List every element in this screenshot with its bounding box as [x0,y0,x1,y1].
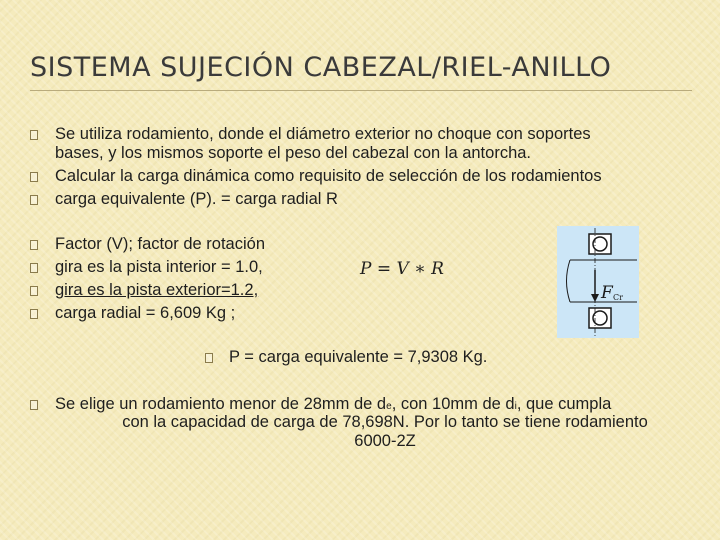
bullet-icon [30,309,38,319]
bullet-icon [30,400,38,410]
bearing-diagram [557,226,639,338]
bullet-icon [30,240,38,250]
bearing-figure [557,226,639,338]
text-line: gira es la pista interior = 1.0, [55,258,263,276]
bullet-icon [30,130,38,140]
text-line: 6000-2Z [354,432,416,450]
text-line: Se elige un rodamiento menor de 28mm de de, con 10mm de di, que cumpla [55,395,612,413]
text-line: carga equivalente (P). = carga radial R [55,190,338,208]
bullet-icon [30,286,38,296]
bullet-icon [30,172,38,182]
text-line: carga radial = 6,609 Kg ; [55,304,236,322]
formula: P = V ∗ R [360,259,444,279]
bullet-icon [30,195,38,205]
bullet-icon [30,263,38,273]
result-text: P = carga equivalente = 7,9308 Kg. [229,348,488,366]
bullet-icon [205,353,213,363]
text-line: Se utiliza rodamiento, donde el diámetro exterior no choque con soportes [55,125,591,143]
text-line: bases, y los mismos soporte el peso del cabezal con la antorcha. [55,144,532,162]
slide-title: SISTEMA SUJECIÓN CABEZAL/RIEL-ANILLO [30,52,612,83]
text-line: con la capacidad de carga de 78,698N. Por lo tanto se tiene rodamiento [122,413,648,431]
title-divider [30,90,692,91]
text-line: Calcular la carga dinámica como requisito de selección de los rodamientos [55,167,602,185]
force-label: F [601,283,613,303]
text-line: Factor (V); factor de rotación [55,235,265,253]
text-line: gira es la pista exterior=1.2, [55,281,259,299]
force-subscript: Cr [613,293,623,302]
